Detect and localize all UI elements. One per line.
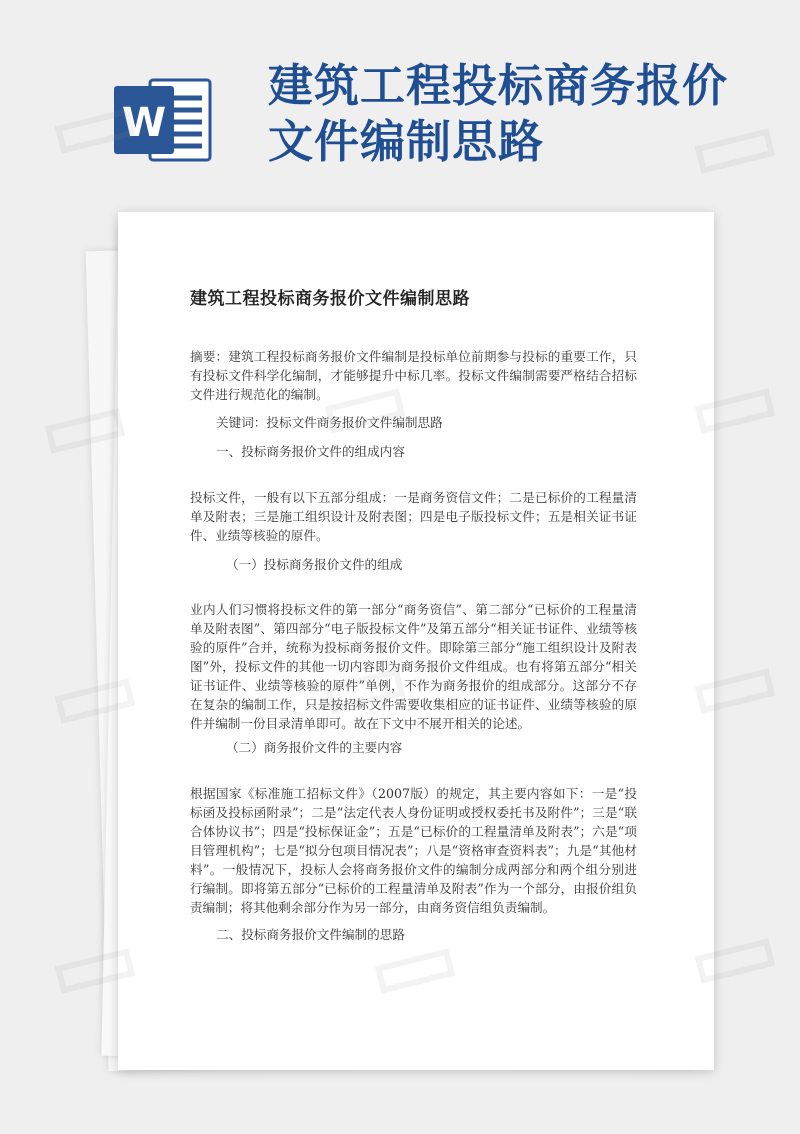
banner-title-line-1: 建筑工程投标商务报价 <box>268 59 729 112</box>
subheading-1: （一）投标商务报价文件的组成 <box>226 557 403 572</box>
document-title: 建筑工程投标商务报价文件编制思路 <box>190 289 470 309</box>
banner-title <box>268 58 788 170</box>
paragraph-1: 投标文件，一般有以下五部分组成：一是商务资信文件；二是已标价的工程量清单及附表；三是施工组织设计及附表图；四是电子版投标文件；五是相关证书证件、业绩等核验的原件。 <box>190 490 637 543</box>
paragraph-3: 根据国家《标准施工招标文件》（2007版）的规定，其主要内容如下：一是“投标函及投标函附录”；二是“法定代表人身份证明或授权委托书及附件”；三是“联合体协议书”；四是“投标保证金”；五是“已标价的工程量清单及附表”；六是“项目管理机构”；七是“拟分包项目情况表”；八是“资格审查资料表”；九是“其他材料”。一般情况下，投标人会将商务报价文件的编制分成两部分和两个组分别进行编制。即将第五部分“已标价的工程量清单及附表”作为一个部分，由报价组负责编制；将其他剩余部分作为另一部分，由商务资信组负责编制。 <box>190 786 637 915</box>
abstract-paragraph: 摘要：建筑工程投标商务报价文件编制是投标单位前期参与投标的重要工作，只有投标文件科学化编制，才能够提升中标几率。投标文件编制需要严格结合招标文件进行规范化的编制。 <box>190 349 637 402</box>
banner-title-line-2: 文件编制思路 <box>268 115 545 168</box>
section-heading-2: 二、投标商务报价文件编制的思路 <box>216 927 405 942</box>
paragraph-2: 业内人们习惯将投标文件的第一部分“商务资信”、第二部分“已标价的工程量清单及附表图”、第四部分“电子版投标文件”及第五部分“相关证书证件、业绩等核验的原件”合并，统称为投标商务报价文件。即除第三部分“施工组织设计及附表图”外，投标文件的其他一切内容即为商务报价文件组成。也有将第五部分“相关证书证件、业绩等核验的原件”单例，不作为商务报价的组成部分。这部分不存在复杂的编制工作，只是按招标文件需要收集相应的证书证件、业绩等核验的原件并编制一份目录清单即可。故在下文中不展开相关的论述。 <box>190 602 637 731</box>
word-icon-letter: W <box>121 100 167 146</box>
subheading-2: （二）商务报价文件的主要内容 <box>226 740 403 755</box>
document-page <box>118 212 714 1070</box>
word-document-icon <box>112 74 212 166</box>
banner <box>0 0 800 200</box>
section-heading-1: 一、投标商务报价文件的组成内容 <box>216 444 405 459</box>
keywords-line: 关键词：投标文件商务报价文件编制思路 <box>216 415 443 430</box>
